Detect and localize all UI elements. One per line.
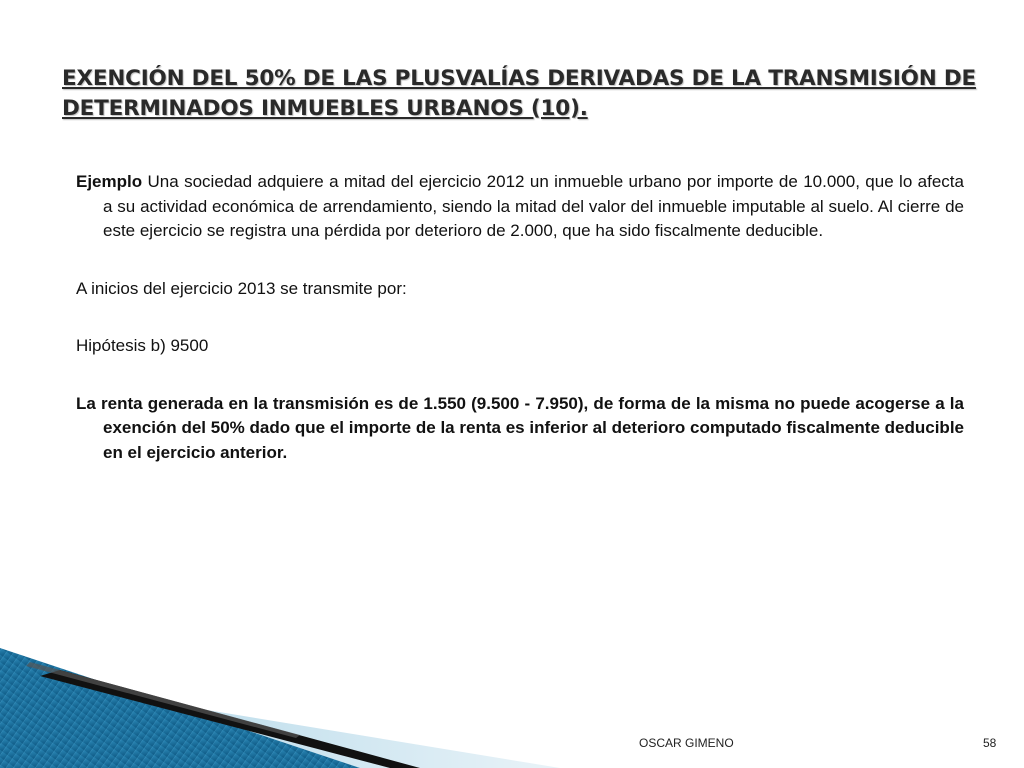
example-text: Una sociedad adquiere a mitad del ejercicio 2012 un inmueble urbano por importe de 10.000, que lo afecta a su actividad económica de arrendamiento, siendo la mitad del valor del inmueble imputable al suelo. Al cierre de este ejercicio se registra una pérdida por deterioro de 2.000, que ha sido fiscalmente deducible.: [103, 172, 964, 240]
hypothesis-paragraph: Hipótesis b) 9500: [76, 336, 209, 355]
slide-body: [76, 170, 964, 465]
decorative-corner-graphic: [0, 640, 560, 768]
slide-title: EXENCIÓN DEL 50% DE LAS PLUSVALÍAS DERIVADAS DE LA TRANSMISIÓN DE DETERMINADOS INMUEBLES URBANOS (10).: [62, 66, 976, 121]
footer-page-number: 58: [983, 736, 997, 750]
example-paragraph: [76, 170, 964, 244]
conclusion-paragraph: La renta generada en la transmisión es de 1.550 (9.500 - 7.950), de forma de la misma no puede acogerse a la exención del 50% dado que el importe de la renta es inferior al deterioro computado fiscalmente deducible en el ejercicio anterior.: [76, 393, 964, 462]
footer-author: OSCAR GIMENO: [639, 736, 734, 750]
example-label: Ejemplo: [76, 172, 143, 191]
transmission-paragraph: A inicios del ejercicio 2013 se transmite por:: [76, 278, 407, 298]
